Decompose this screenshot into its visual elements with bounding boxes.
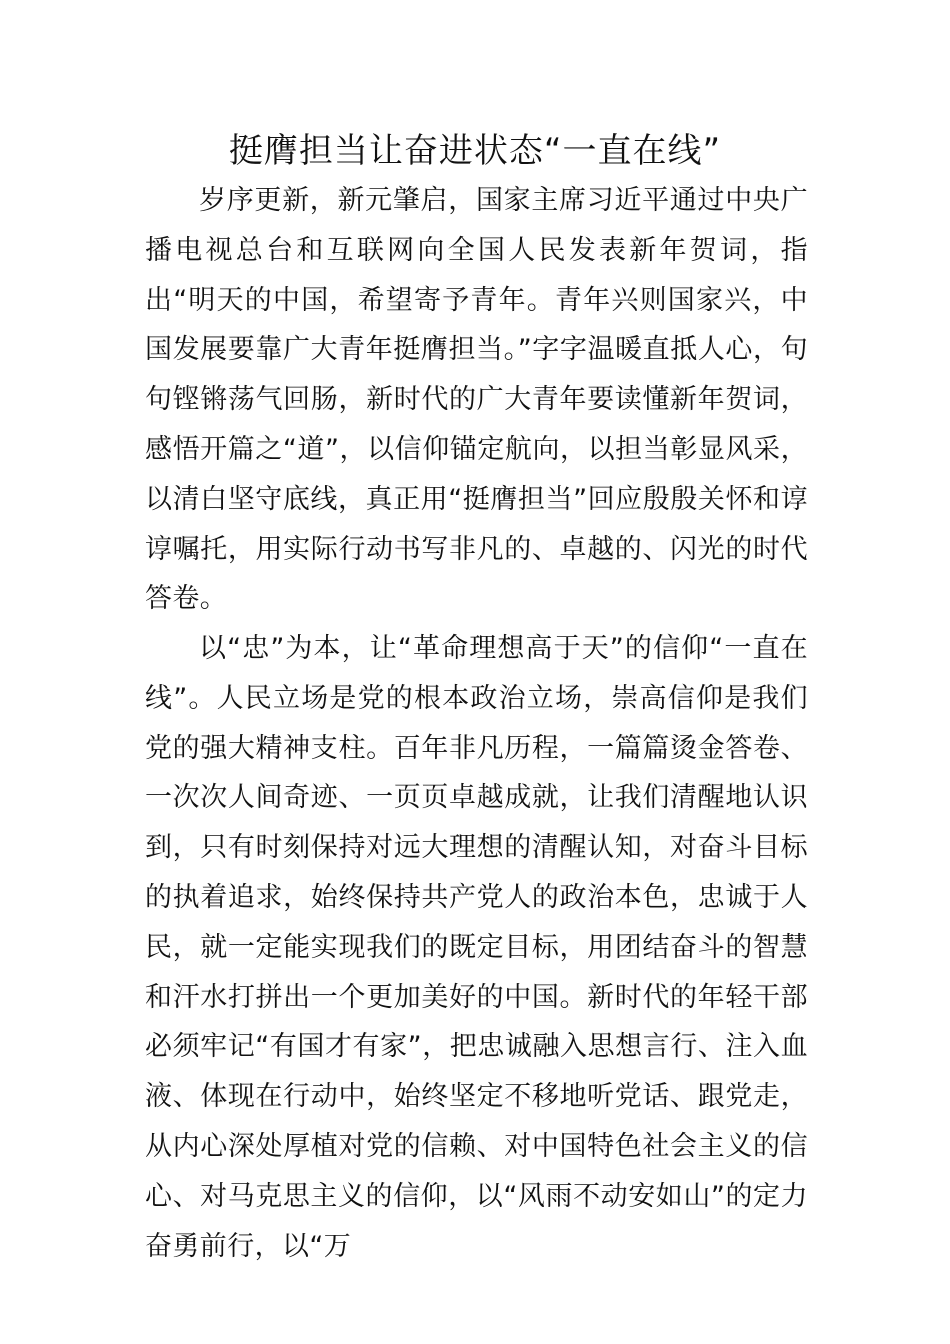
paragraph-2: 以“忠”为本，让“革命理想高于天”的信仰“一直在线”。人民立场是党的根本政治立场，崇高信仰是我们党的强大精神支柱。百年非凡历程，一篇篇烫金答卷、一次次人间奇迹、一页页卓越成就，让我们清醒地认识到，只有时刻保持对远大理想的清醒认知，对奋斗目标的执着追求，始终保持共产党人的政治本色，忠诚于人民，就一定能实现我们的既定目标，用团结奋斗的智慧和汗水打拼出一个更加美好的中国。新时代的年轻干部必须牢记“有国才有家”，把忠诚融入思想言行、注入血液、体现在行动中，始终坚定不移地听党话、跟党走，从内心深处厚植对党的信赖、对中国特色社会主义的信心、对马克思主义的信仰，以“风雨不动安如山”的定力奋勇前行，以“万 [145, 633, 808, 1262]
paragraph-1: 岁序更新，新元肇启，国家主席习近平通过中央广播电视总台和互联网向全国人民发表新年贺词，指出“明天的中国，希望寄予青年。青年兴则国家兴，中国发展要靠广大青年挺膺担当。”字字温暖直抵人心，句句铿锵荡气回肠，新时代的广大青年要读懂新年贺词，感悟开篇之“道”，以信仰锚定航向，以担当彰显风采，以清白坚守底线，真正用“挺膺担当”回应殷殷关怀和谆谆嘱托，用实际行动书写非凡的、卓越的、闪光的时代答卷。 [145, 185, 808, 615]
document-title: 挺膺担当让奋进状态“一直在线” [228, 131, 722, 171]
